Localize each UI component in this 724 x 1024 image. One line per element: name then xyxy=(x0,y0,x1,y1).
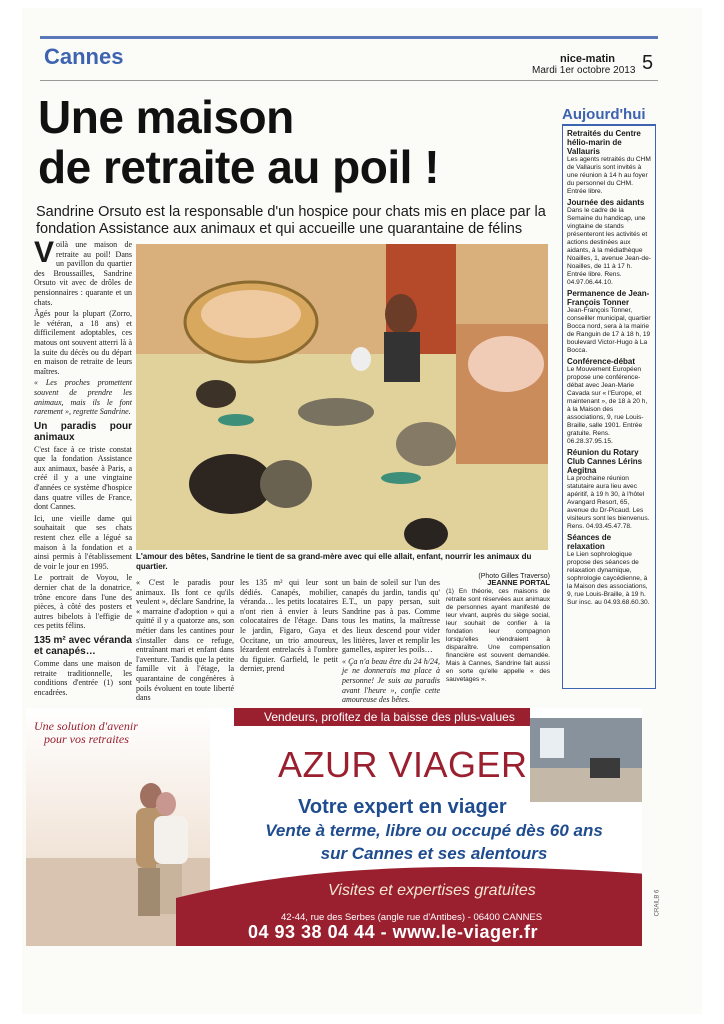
agenda-item-title: Permanence de Jean-François Tonner xyxy=(567,289,650,307)
headline-line-2: de retraite au poil ! xyxy=(38,141,440,193)
ad-line-3: sur Cannes et ses alentours xyxy=(320,844,548,863)
subhead-veranda: 135 m² avec véranda et canapés… xyxy=(34,634,132,657)
article-column-5 xyxy=(446,578,550,686)
ad-tag: CRAILB 6 xyxy=(654,889,661,917)
ad-address: 42-44, rue des Serbes (angle rue d'Antibes) - 06400 CANNES xyxy=(281,912,543,923)
col1-paragraph-6: Le portrait de Voyou, le dernier chat de la donatrice, trône encore dans l'une des pièces, à côté des posters et autres bibelots à l'effigie de ces petits félins. xyxy=(34,573,132,631)
paper-date: Mardi 1er octobre 2013 xyxy=(532,65,636,76)
col1-paragraph-2: Âgés pour la plupart (Zorro, le vétéran, a 18 ans) et difficilement adoptables, ces matous ont souvent atterri là à la suite du décès ou du départ en maison de retraite de leurs maîtres. xyxy=(34,309,132,376)
dropcap: V xyxy=(34,236,55,269)
agenda-item-text: Jean-François Tonner, conseiller municipal, quartier Bocca nord, sera à la mairie de Ranguin de 17 à 18 h, 19 boulevard Victor-Hugo à La Bocca. xyxy=(567,307,651,354)
ad-brand: AZUR VIAGER xyxy=(278,744,528,785)
cats-photo-illustration xyxy=(136,244,548,550)
header-rule xyxy=(40,36,658,39)
article-column-4 xyxy=(342,578,440,707)
ad-slogan xyxy=(34,720,138,746)
agenda-item xyxy=(567,357,651,446)
ad-interior-photo xyxy=(530,718,642,802)
agenda-item-title: Séances de relaxation xyxy=(567,533,612,551)
caption-text: L'amour des bêtes, Sandrine le tient de sa grand-mère avec qui elle allait, enfant, nourrir les animaux du quartier. xyxy=(136,552,532,571)
agenda-item xyxy=(567,129,651,196)
agenda-item xyxy=(567,289,651,355)
agenda-item-title: Conférence-débat xyxy=(567,357,636,366)
col2-text: « C'est le paradis pour animaux. Ils font ce qu'ils veulent », déclare Sandrine, la « marraine d'adoption » qui a quitté il y a quatorze ans, son métier dans les cantines pour s'installer dans ce refuge, entraînant mari et enfant dans l'aventure. Tandis que la petite famille vit à l'étage, la quarantaine de congénères à poils évoluent en toute liberté dans xyxy=(136,578,234,703)
headline-line-1: Une maison xyxy=(38,91,294,143)
ad-visits: Visites et expertises gratuites xyxy=(328,882,536,899)
col1-paragraph-1: oilà une maison de retraite au poil! Dans un pavillon du quartier des Broussailles, Sandrine Orsuto vit avec de drôles de pensionnaires : quarante et un chats. xyxy=(34,240,132,307)
header-divider xyxy=(40,80,658,81)
col1-paragraph-7: Comme dans une maison de retraite traditionnelle, les conditions d'entrée (1) sont encadrées. xyxy=(34,658,132,697)
sidebar-title: Aujourd'hui xyxy=(562,106,656,126)
agenda-item xyxy=(567,448,651,531)
article-lead: Sandrine Orsuto est la responsable d'un hospice pour chats mis en place par la fondation Assistance aux animaux et qui accueille une quarantaine de félins xyxy=(36,204,546,237)
ad-contact: 04 93 38 04 44 - www.le-viager.fr xyxy=(248,922,538,942)
ad-slogan-line-1: Une solution d'avenir xyxy=(34,719,138,733)
author-signature: JEANNE PORTAL xyxy=(487,578,550,587)
col4-text: un bain de soleil sur l'un des canapés du jardin, tandis qu' E.T., un papy persan, suit Sandrine pas à pas. Comme tous les matins, la maîtresse des lieux descend pour vider les litières, laver et remplir les gamelles, aspirer les poils… xyxy=(342,578,440,655)
agenda-item-text: Le Lien sophrologique propose des séances de relaxation dynamique, sophrologie caycédienne, à la Maison des associations, 9, rue Louis-Braille, à 19 h. Sur insc. au 04.93.68.60.30. xyxy=(567,551,650,606)
ad-line-2: Vente à terme, libre ou occupé dès 60 ans xyxy=(265,821,603,840)
agenda-item-title: Réunion du Rotary Club Cannes Lérins Aegitna xyxy=(567,448,643,475)
footnote: (1) En théorie, ces maisons de retraite sont réservées aux animaux de personnes ayant manifesté de leur vivant, auprès du siège social, leur souhait de confier à la fondation leur compagnon lorsqu'elles viendraient à disparaître. Une compensation financière est souvent demandée. Mais à Cannes, Sandrine fait aussi en sorte qu'elle appelle « des sauvetages ». xyxy=(446,587,550,683)
sidebar-box xyxy=(562,126,656,689)
article-photo xyxy=(136,244,548,550)
col1-paragraph-4: C'est face à ce triste constat que la fondation Assistance aux animaux, basée à Paris, a créé il y a une vingtaine d'années ce système d'hospice dans quatre villes de France, dont Cannes. xyxy=(34,444,132,512)
agenda-item-title: Retraités du Centre hélio-marin de Vallauris xyxy=(567,129,641,156)
agenda-sidebar xyxy=(562,106,656,689)
agenda-item-text: Dans le cadre de la Semaine du handicap, une vingtaine de stands présenteront les activités et actions destinées aux aidants, à la médiathèque Noailles, 1, avenue Jean-de-Noailles, de 11 à 17 h. Entrée libre. Rens. 04.97.06.44.10. xyxy=(567,207,651,286)
agenda-item-text: Le Mouvement Européen propose une conférence-débat avec Jean-Marie Cavada sur « l'Europe, et maintenant », de 18 à 20 h, à la Maison des associations, 9, rue Louis-Braille, salle 1901. Entrée gratuite. Rens. 06.28.37.95.15. xyxy=(567,366,648,445)
headline xyxy=(38,92,558,192)
ad-interior-illustration xyxy=(530,718,642,802)
paper-name: nice-matin xyxy=(560,53,616,65)
agenda-item-text: La prochaine réunion statutaire aura lieu avec apéritif, à 19 h 30, à l'hôtel Avangard Resort, 65, avenue du Dr-Picaud. Les visiteurs sont les bienvenus. Rens. 04.93.45.47.78. xyxy=(567,475,650,530)
ad-top-band: Vendeurs, profitez de la baisse des plus-values xyxy=(234,708,530,726)
subhead-paradis: Un paradis pour animaux xyxy=(34,420,132,443)
col1-paragraph-5: Ici, une vieille dame qui souhaitait que ses chats restent chez elle a légué sa maison à la fondation et a ainsi permis à l'établissement de voir le jour en 1995. xyxy=(34,513,132,571)
article-column-3 xyxy=(240,578,338,676)
section-title: Cannes xyxy=(44,44,124,69)
advertisement xyxy=(26,708,642,946)
article-column-2 xyxy=(136,578,234,705)
col1-paragraph-3: « Les proches promettent souvent de prendre les animaux, mais ils le font rarement », regrette Sandrine. xyxy=(34,378,132,417)
ad-line-1: Votre expert en viager xyxy=(298,796,507,818)
article-column-1 xyxy=(34,236,132,699)
agenda-item xyxy=(567,198,651,287)
col3-text: les 135 m² qui leur sont dédiés. Canapés, mobilier, véranda… les petits locataires n'ont rien à envier à leurs colocataires de l'étage. Dans le jardin, Figaro, Gaya et Occitane, un trio amoureux, lézardent entrelacés à l'ombre du figuier. Garfield, le petit dernier, prend xyxy=(240,578,338,674)
agenda-item-title: Journée des aidants xyxy=(567,198,645,207)
col4-quote: « Ça n'a beau être du 24 h/24, je ne donnerais ma place à personne! Je suis au paradis avant l'heure », confie cette amoureuse des bêtes. xyxy=(342,656,440,705)
agenda-item-text: Les agents retraités du CHM de Vallauris sont invités à une réunion à 14 h au foyer du personnel du CHM. Entrée libre. xyxy=(567,156,651,195)
ad-slogan-line-2: pour vos retraites xyxy=(44,732,129,746)
agenda-item xyxy=(567,533,651,607)
page-number: 5 xyxy=(642,52,654,74)
photo-credit: (Photo Gilles Traverso) xyxy=(478,573,550,580)
